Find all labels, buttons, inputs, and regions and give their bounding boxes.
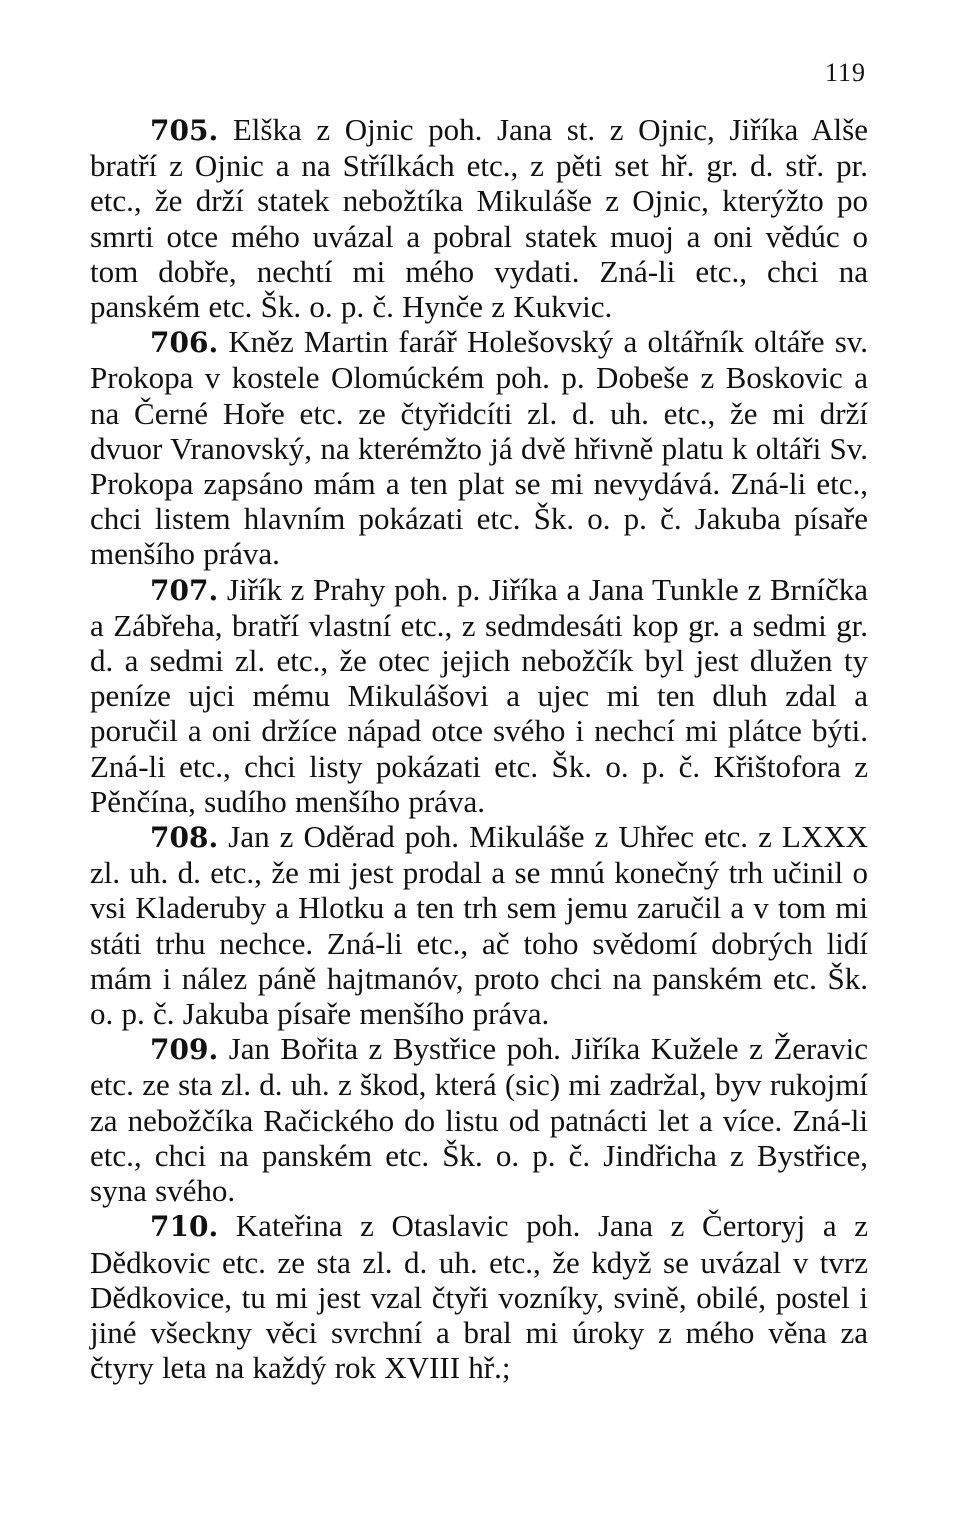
entry-710 (90, 1208, 868, 1385)
entry-705 (90, 112, 868, 324)
entry-number: 705. (150, 114, 219, 147)
entry-text: Jiřík z Prahy poh. p. Jiříka a Jana Tunkle z Brníčka a Zábřeha, bratří vlastní etc., z sedmdesáti kop gr. a sedmi gr. d. a sedmi zl. etc., že otec jejich nebožčík byl jest dlužen ty peníze ujci mému Mikulášovi a ujec mi ten dluh zdal a poručil a oni držíce nápad otce svého i nechcí mi plátce býti. Zná-li etc., chci listy pokázati etc. Šk. o. p. č. Křištofora z Pěnčína, sudího menšího práva. (90, 571, 868, 819)
page-number: 119 (824, 58, 866, 87)
entry-number: 706. (150, 326, 219, 360)
entry-709 (90, 1031, 868, 1208)
entry-number: 710. (150, 1210, 219, 1244)
entry-number: 707. (150, 573, 219, 607)
page-text (90, 112, 868, 1385)
entry-number: 708. (150, 821, 219, 855)
entry-707 (90, 572, 868, 819)
entry-text: Jan Bořita z Bystřice poh. Jiříka Kužele z Žeravic etc. ze sta zl. d. uh. z škod, která (sic) mi zadržal, byv rukojmí za nebožčíka Račického do listu od patnácti let a více. Zná-li etc., chci na panském etc. Šk. o. p. č. Jindřicha z Bystřice, syna svého. (90, 1031, 869, 1209)
entry-text: Elška z Ojnic poh. Jana st. z Ojnic, Jiříka Alše bratří z Ojnic a na Střílkách etc., z pěti set hř. gr. d. stř. pr. etc., že drží statek nebožtíka Mikuláše z Ojnic, kterýžto po smrti otce mého uvázal a pobral statek muoj a oni vědúc o tom dobře, nechtí mi mého vydati. Zná-li etc., chci na panském etc. Šk. o. p. č. Hynče z Kukvic. (90, 112, 868, 325)
entry-text: Kateřina z Otaslavic poh. Jana z Čertoryj a z Dědkovic etc. ze sta zl. d. uh. etc., že když se uvázal v tvrz Dědkovice, tu mi jest vzal čtyři vozníky, svině, obilé, postel i jiné všeckny věci svrchní a bral mi úroky z mého věna za čtyry leta na každý rok XVIII hř.; (90, 1208, 868, 1386)
entry-number: 709. (150, 1033, 219, 1067)
entry-706 (90, 324, 868, 571)
entry-708 (90, 819, 868, 1031)
entry-text: Jan z Oděrad poh. Mikuláše z Uhřec etc. z LXXX zl. uh. d. etc., že mi jest prodal a se mnú konečný trh učinil o vsi Kladeruby a Hlotku a ten trh sem jemu zaručil a v tom mi státi trhu nechce. Zná-li etc., ač toho svědomí dobrých lidí mám i nález páně hajtmanóv, proto chci na panském etc. Šk. o. p. č. Jakuba písaře menšího práva. (90, 819, 868, 1032)
entry-text: Kněz Martin farář Holešovský a oltářník oltáře sv. Prokopa v kostele Olomúckém poh. p. Dobeše z Boskovic a na Černé Hoře etc. ze čtyřidcíti zl. d. uh. etc., že mi drží dvuor Vranovský, na kterémžto já dvě hřivně platu k oltáři Sv. Prokopa zapsáno mám a ten plat se mi nevydává. Zná-li etc., chci listem hlavním pokázati etc. Šk. o. p. č. Jakuba písaře menšího práva. (90, 324, 869, 572)
